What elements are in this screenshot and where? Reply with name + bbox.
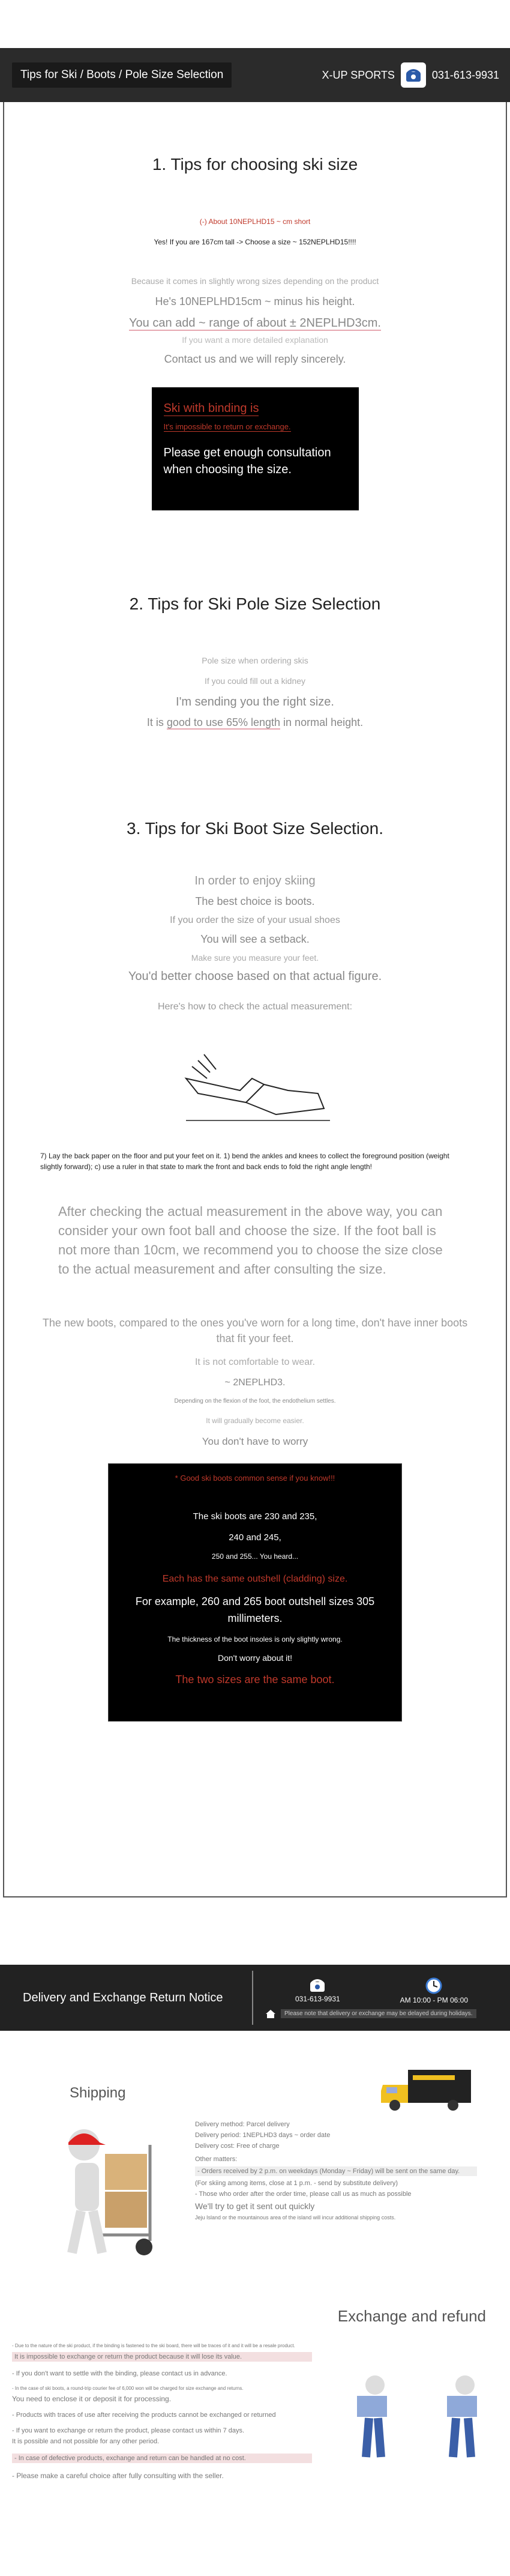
exchange-section (0, 2283, 510, 2535)
shipping-item: Delivery method: Parcel delivery (195, 2121, 290, 2128)
text-line: You'd better choose based on that actual figure. (128, 970, 382, 983)
text-line: Contact us and we will reply sincerely. (164, 353, 346, 365)
shipping-item: Delivery period: 1NEPLHD3 days ~ order date (195, 2132, 331, 2139)
shipping-item: - Orders received by 2 p.m. on weekdays (Monday ~ Friday) will be sent on the same day. (195, 2166, 477, 2176)
boot-tips-box (108, 1463, 402, 1722)
shipping-section (0, 2031, 510, 2283)
text-line: He's 10NEPLHD15cm ~ minus his height. (155, 295, 355, 307)
section-title: 1. Tips for choosing ski size (152, 155, 358, 174)
exchange-item: - If you don't want to settle with the binding, please contact us in advance. (12, 2370, 227, 2377)
text-line: Here's how to check the actual measurement: (157, 1002, 353, 1012)
clock-icon (425, 1977, 442, 1994)
box-line: The thickness of the boot insoles is only slightly wrong. (167, 1635, 343, 1643)
box-title: Ski with binding is (163, 402, 259, 415)
section-ski-size (40, 102, 470, 510)
exchange-item: You need to enclose it or deposit it for processing. (12, 2395, 172, 2403)
exchange-item: - If you want to exchange or return the product, please contact us within 7 days. (12, 2427, 245, 2434)
delivery-bar (0, 1965, 510, 2031)
box-line: 250 and 255... You heard... (211, 1552, 299, 1561)
exchange-item: It is possible and not possible for any other period. (12, 2438, 160, 2445)
brand-name: X-UP SPORTS (322, 68, 395, 81)
delivery-note: Please note that delivery or exchange may be delayed during holidays. (281, 2009, 476, 2018)
section-pole-size (40, 510, 470, 729)
shipping-item: Delivery cost: Free of charge (195, 2142, 280, 2150)
phone-icon (401, 62, 426, 88)
section-title: 3. Tips for Ski Boot Size Selection. (127, 819, 383, 838)
shipping-list (195, 2121, 477, 2224)
text-line: I'm sending you the right size. (176, 695, 334, 709)
shipping-item: Other matters: (195, 2156, 238, 2163)
text-line: You don't have to worry (202, 1436, 308, 1447)
box-subtitle: It's impossible to return or exchange. (163, 422, 291, 431)
box-line: 240 and 245, (229, 1532, 281, 1543)
exchange-item: It is impossible to exchange or return the product because it will lose its value. (12, 2352, 312, 2362)
about-line: (-) About 10NEPLHD15 ~ cm short (199, 217, 311, 226)
text-paragraph: The new boots, compared to the ones you've worn for a long time, don't have inner boots that fit your feet. (42, 1317, 468, 1344)
exchange-list (12, 2343, 312, 2484)
shipping-title: Shipping (70, 2085, 126, 2101)
exchange-item: - Products with traces of use after receiving the products cannot be exchanged or returned (12, 2411, 276, 2419)
section-boot-size (40, 729, 470, 1722)
delivery-note-row (265, 2009, 498, 2019)
text-line: If you could fill out a kidney (204, 676, 306, 686)
box-line: Each has the same outshell (cladding) size. (162, 1574, 348, 1584)
text-line: Because it comes in slightly wrong sizes depending on the product (131, 276, 379, 286)
delivery-phone[interactable]: 031-613-9931 (295, 1994, 340, 2003)
text-line: It is not comfortable to wear. (194, 1357, 316, 1367)
delivery-info (253, 1973, 510, 2024)
delivery-hours: AM 10:00 - PM 06:00 (400, 1995, 469, 2004)
box-body: Please get enough consultation when choosing the size. (163, 446, 331, 476)
page-header (0, 48, 510, 102)
text-post: in normal height. (280, 716, 364, 728)
exchange-item: - Due to the nature of the ski product, if the binding is fastened to the ski board, there will be traces of it and it will be a resale product. (12, 2343, 295, 2348)
movers-illustration (351, 2367, 489, 2469)
box-line: The ski boots are 230 and 235, (193, 1511, 317, 1522)
header-contact (322, 62, 499, 88)
example-line: Yes! If you are 167cm tall -> Choose a size ~ 152NEPLHD15!!!! (154, 238, 356, 246)
delivery-man-illustration (48, 2121, 168, 2265)
box-line: The two sizes are the same boot. (175, 1673, 335, 1686)
text-line: In order to enjoy skiing (194, 874, 316, 887)
box-heading: * Good ski boots common sense if you know!!! (175, 1474, 335, 1483)
exchange-item: - Please make a careful choice after fully consulting with the seller. (12, 2472, 224, 2480)
truck-icon (378, 2067, 474, 2115)
delivery-title: Delivery and Exchange Return Notice (23, 1991, 223, 2004)
shipping-item: (For skiing among items, close at 1 p.m. - send by substitute delivery) (195, 2180, 398, 2187)
text-line: Make sure you measure your feet. (191, 953, 319, 963)
phone-icon (308, 1977, 326, 1993)
text-line: It will gradually become easier. (206, 1416, 304, 1425)
delivery-phone-block (295, 1977, 340, 2004)
exchange-title: Exchange and refund (337, 2307, 486, 2325)
exchange-item: - In the case of ski boots, a round-trip courier fee of 6,000 won will be charged for size exchange and returns. (12, 2386, 244, 2391)
shipping-item: - Those who order after the order time, please call us as much as possible (195, 2191, 412, 2198)
page-title: Tips for Ski / Boots / Pole Size Selection (12, 62, 232, 88)
text-line: You can add ~ range of about ± 2NEPLHD3cm. (129, 316, 381, 330)
shipping-item: Jeju Island or the mountainous area of the island will incur additional shipping costs. (195, 2215, 396, 2221)
header-phone[interactable]: 031-613-9931 (431, 68, 499, 81)
text-line: The best choice is boots. (195, 895, 315, 907)
shipping-item: We'll try to get it sent out quickly (195, 2201, 315, 2211)
text-line: Depending on the flexion of the foot, the endothelium settles. (174, 1398, 336, 1404)
box-line: Don't worry about it! (217, 1653, 293, 1663)
text-paragraph: After checking the actual measurement in the above way, you can consider your own foot ball and choose the size. If the foot ball is not more than 10cm, we recommend you to choose the size close to the actual measurement and after consulting the size. (58, 1204, 443, 1277)
exchange-item: - In case of defective products, exchange and return can be handled at no cost. (12, 2454, 312, 2463)
tips-frame (3, 102, 507, 1897)
text-pre: It is (146, 716, 167, 728)
text-line: You will see a setback. (200, 933, 310, 945)
section-title: 2. Tips for Ski Pole Size Selection (129, 594, 381, 613)
text-line: Pole size when ordering skis (202, 656, 308, 665)
text-line: If you want a more detailed explanation (182, 335, 328, 345)
foot-measurement-sketch (174, 1036, 336, 1126)
delivery-hours-block (400, 1977, 468, 2004)
text-line (40, 716, 470, 729)
instructions: 7) Lay the back paper on the floor and put your feet on it. 1) bend the ankles and knees to collect the foreground position (weight slightly forward); c) use a ruler in that state to mark the front and back ends to fold the right angle length! (40, 1152, 449, 1171)
box-line: For example, 260 and 265 boot outshell sizes 305 millimeters. (135, 1595, 375, 1624)
text-highlight: good to use 65% length (166, 716, 281, 728)
text-line: If you order the size of your usual shoes (170, 915, 340, 925)
delivery-contact-row (265, 1977, 498, 2004)
warning-box (152, 387, 359, 510)
text-line: ~ 2NEPLHD3. (224, 1377, 286, 1388)
home-icon (265, 2009, 276, 2019)
